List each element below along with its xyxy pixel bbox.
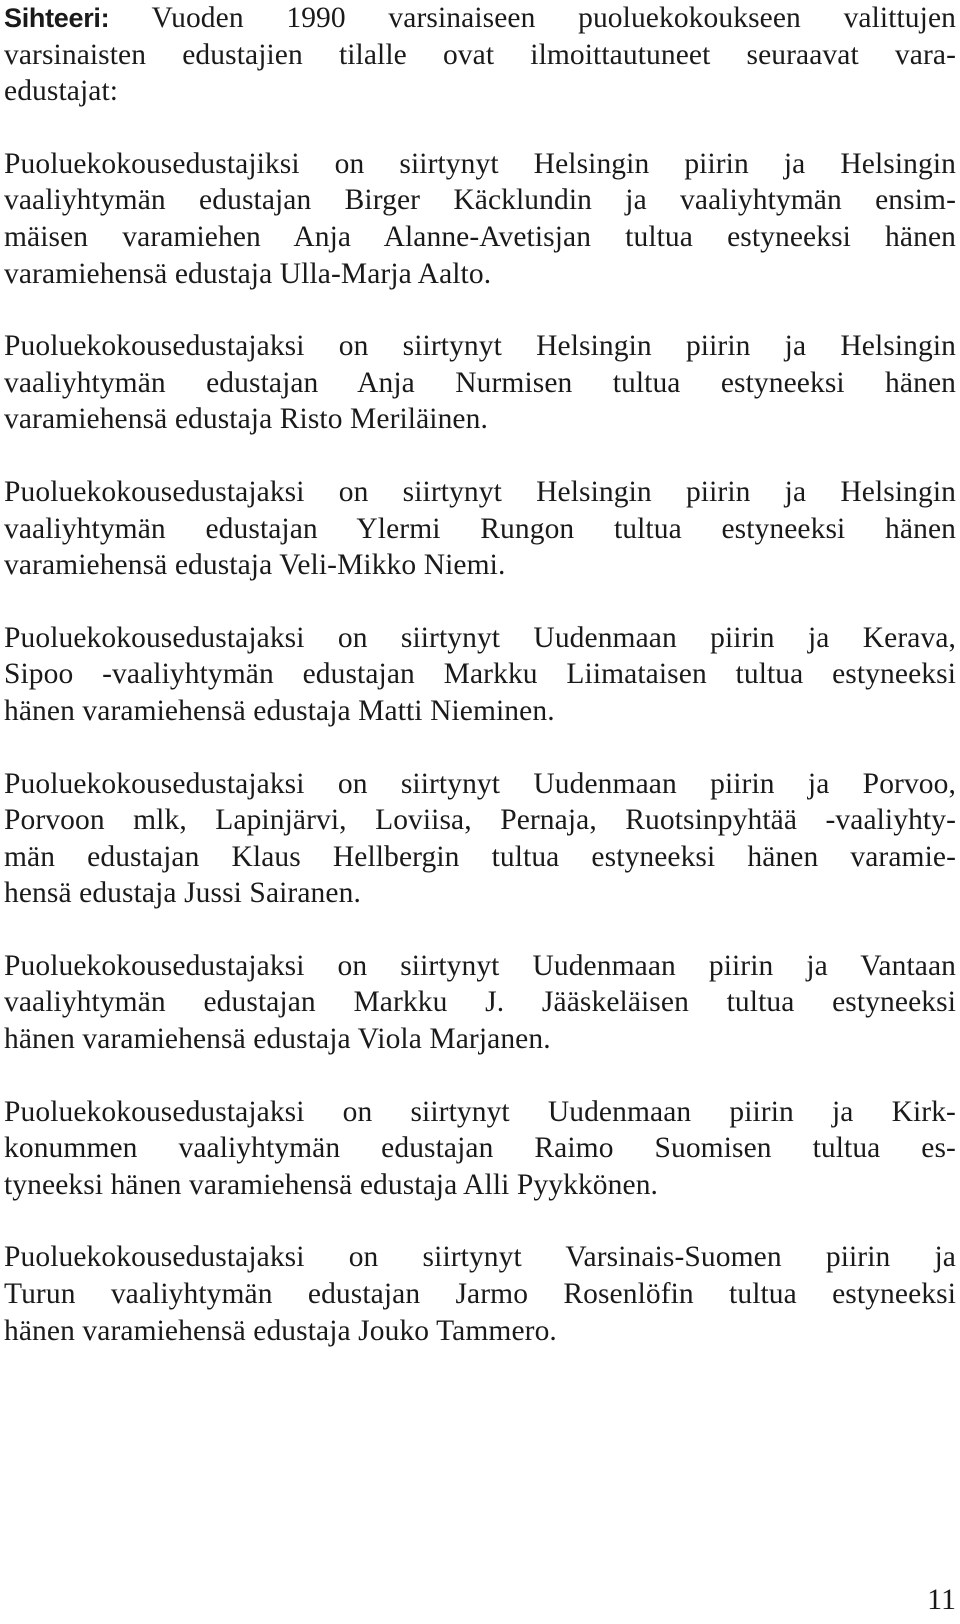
text-line: Puoluekokousedustajaksi on siirtynyt Uudenmaan piirin ja Kerava, [4,621,956,654]
paragraph [4,620,956,730]
intro-text: Vuoden 1990 varsinaiseen puoluekokoukseen valittujen [109,2,956,34]
text-line [4,0,956,37]
speaker-label: Sihteeri: [4,3,110,33]
text-line: vaaliyhtymän edustajan Markku J. Jääskeläisen tultua estyneeksi [4,986,956,1019]
paragraph [4,1094,956,1204]
paragraph [4,766,956,912]
text-line: hänen varamiehensä edustaja Viola Marjanen. [4,1023,551,1056]
text-line: tyneeksi hänen varamiehensä edustaja Alli Pyykkönen. [4,1168,659,1201]
text-line: vaaliyhtymän edustajan Ylermi Rungon tultua estyneeksi hänen [4,512,956,545]
text-line: konummen vaaliyhtymän edustajan Raimo Suomisen tultua es- [4,1132,956,1165]
document-page [4,0,956,1385]
text-line: Turun vaaliyhtymän edustajan Jarmo Rosenlöfin tultua estyneeksi [4,1278,956,1311]
page-number: 11 [927,1583,956,1616]
intro-paragraph [4,0,956,110]
text-line: Puoluekokousedustajaksi on siirtynyt Uudenmaan piirin ja Vantaan [4,949,956,982]
text-line: vaaliyhtymän edustajan Anja Nurmisen tultua estyneeksi hänen [4,366,956,399]
text-line: varamiehensä edustaja Risto Meriläinen. [4,403,488,436]
paragraph [4,474,956,584]
text-line: Puoluekokousedustajiksi on siirtynyt Helsingin piirin ja Helsingin [4,147,956,180]
text-line: vaaliyhtymän edustajan Birger Käcklundin ja vaaliyhtymän ensim- [4,184,956,217]
text-line: Puoluekokousedustajaksi on siirtynyt Helsingin piirin ja Helsingin [4,475,956,508]
text-line: hänen varamiehensä edustaja Matti Nieminen. [4,694,555,727]
paragraph [4,1239,956,1349]
text-line: varamiehensä edustaja Ulla-Marja Aalto. [4,257,492,290]
text-line: Puoluekokousedustajaksi on siirtynyt Uudenmaan piirin ja Kirk- [4,1095,956,1128]
text-line: Puoluekokousedustajaksi on siirtynyt Helsingin piirin ja Helsingin [4,330,956,363]
text-line: hänen varamiehensä edustaja Jouko Tammero. [4,1314,557,1347]
text-line: varamiehensä edustaja Veli-Mikko Niemi. [4,549,506,582]
text-line: Puoluekokousedustajaksi on siirtynyt Uudenmaan piirin ja Porvoo, [4,767,956,800]
text-line: Puoluekokousedustajaksi on siirtynyt Varsinais-Suomen piirin ja [4,1241,956,1274]
paragraph [4,328,956,438]
text-line: män edustajan Klaus Hellbergin tultua estyneeksi hänen varamie- [4,840,956,873]
paragraph [4,948,956,1058]
text-line: edustajat: [4,75,119,108]
text-line: Porvoon mlk, Lapinjärvi, Loviisa, Pernaja, Ruotsinpyhtää -vaaliyhty- [4,804,956,837]
text-line: Sipoo -vaaliyhtymän edustajan Markku Liimataisen tultua estyneeksi [4,658,956,691]
text-line: mäisen varamiehen Anja Alanne-Avetisjan tultua estyneeksi hänen [4,220,956,253]
text-line: hensä edustaja Jussi Sairanen. [4,877,361,910]
text-line: varsinaisten edustajien tilalle ovat ilmoittautuneet seuraavat vara- [4,38,956,71]
paragraph [4,146,956,292]
